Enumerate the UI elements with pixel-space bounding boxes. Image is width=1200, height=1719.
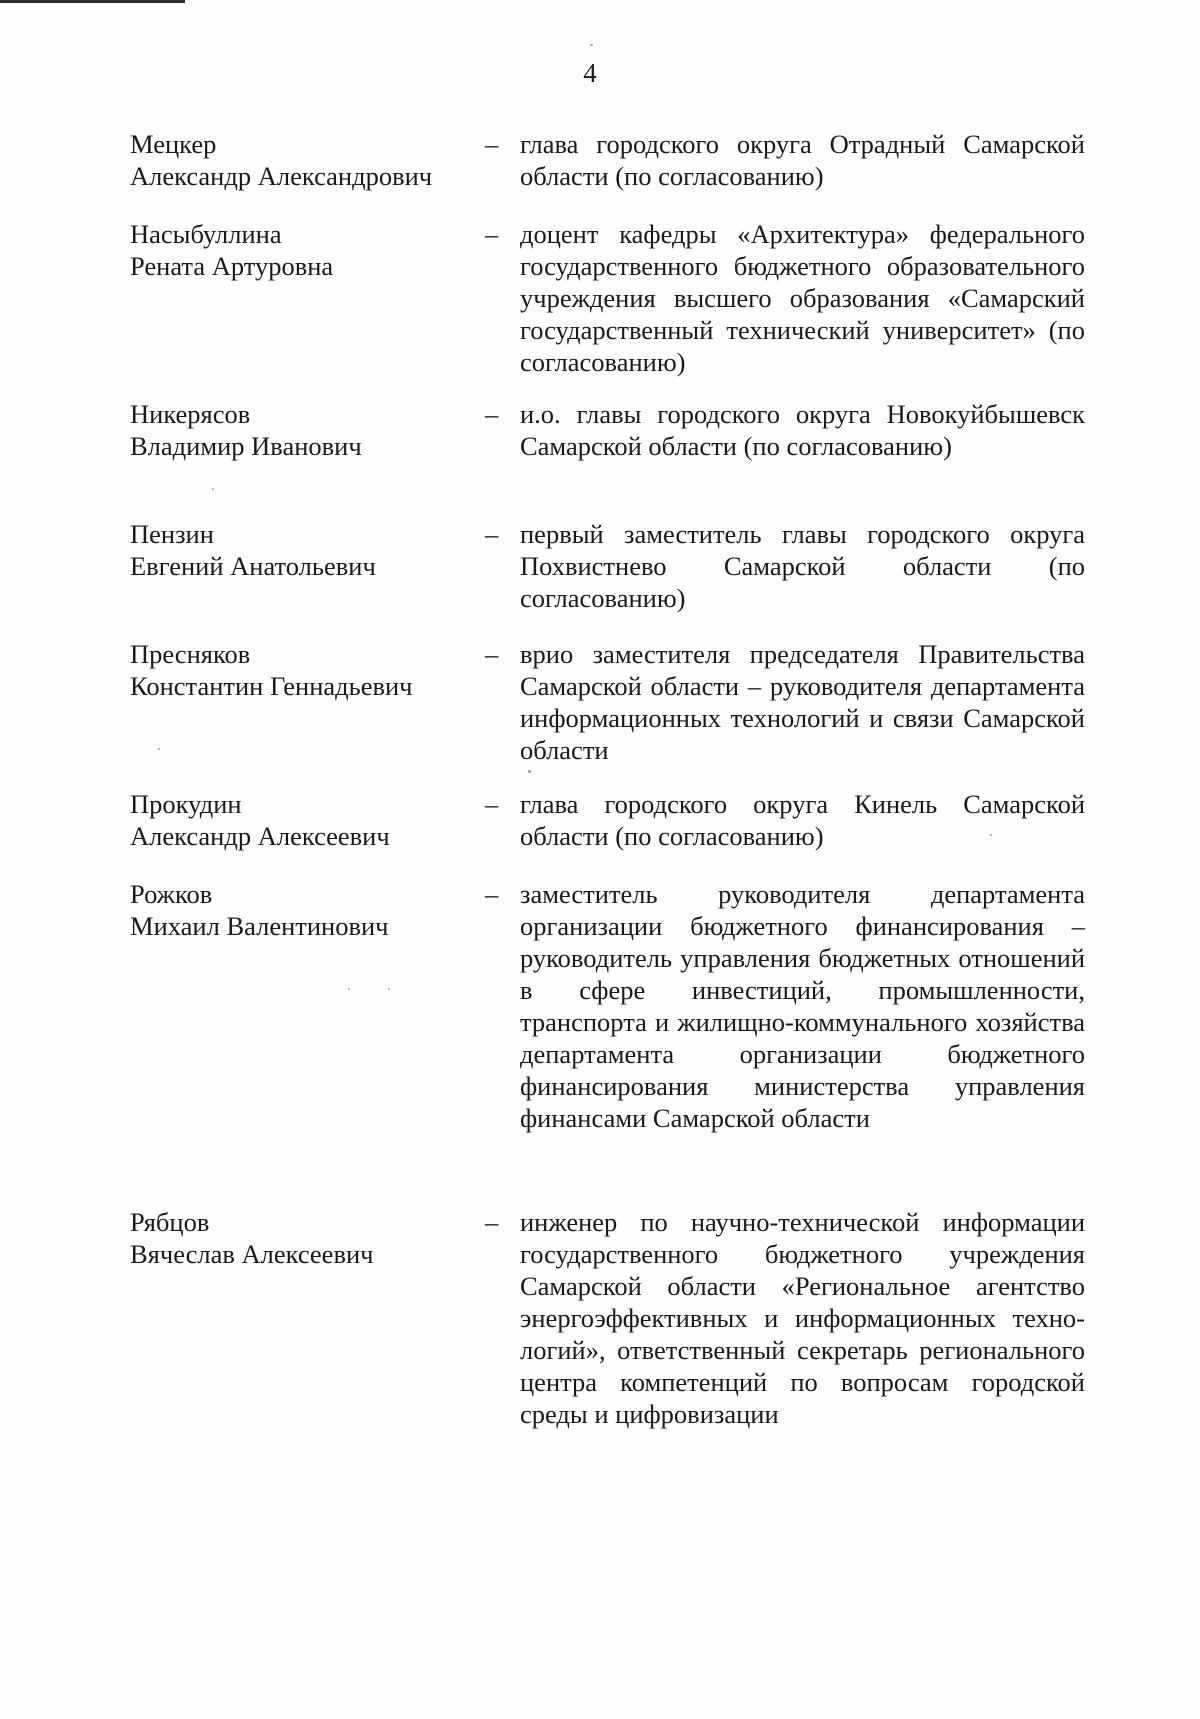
entry-dash: – [485, 639, 499, 669]
member-given-names: Вячеслав Алексеевич [130, 1239, 374, 1269]
member-surname: Рожков [130, 879, 213, 909]
member-position: инженер по научно-технической информации государственного бюджетного учреждения Самарской области «Региональное агентство энергоэффективных и информационных технологий», ответственный секретарь регионального центра компетенций по вопросам городской среды и цифровизации [520, 1207, 1085, 1429]
member-position: первый заместитель главы городского округа Похвистнево Самарской области (по согласованию) [520, 519, 1085, 613]
member-name [130, 218, 470, 282]
member-surname: Пресняков [130, 639, 251, 669]
scan-speck [590, 44, 593, 46]
entry-dash: – [485, 129, 499, 159]
entry-dash: – [485, 789, 499, 819]
member-name [130, 1206, 470, 1270]
scan-speck [528, 770, 531, 773]
scan-speck [388, 988, 390, 990]
member-surname: Никерясов [130, 399, 251, 429]
member-position: глава городского округа Кинель Самарской области (по согласованию) [520, 789, 1085, 851]
scan-speck [212, 488, 214, 490]
member-position: врио заместителя председателя Правительства Самарской области – руководителя департамента информационных технологий и связи Самарской области [520, 639, 1085, 765]
member-given-names: Константин Геннадьевич [130, 671, 413, 701]
member-name [130, 788, 470, 852]
scan-speck [158, 748, 160, 750]
member-surname: Рябцов [130, 1207, 210, 1237]
member-surname: Мецкер [130, 129, 217, 159]
member-name [130, 878, 470, 942]
entry-dash: – [485, 219, 499, 249]
member-given-names: Рената Артуровна [130, 251, 334, 281]
member-name [130, 518, 470, 582]
member-position: заместитель руководителя департамента организации бюджетного финансирования – руководитель управления бюджетных отношений в сфере инвестиций, промышленности, транспорта и жилищно-коммунального хозяйства департамента организации бюджетного финансирования министерства управления финансами Самарской области [520, 879, 1085, 1133]
member-given-names: Александр Алексеевич [130, 821, 390, 851]
entry-dash: – [485, 879, 499, 909]
member-position: и.о. главы городского округа Новокуйбышевск Самарской области (по согласованию) [520, 399, 1085, 461]
member-given-names: Владимир Иванович [130, 431, 362, 461]
member-position: доцент кафедры «Архитектура» федерального государственного бюджетного образовательного учреждения высшего образования «Самарский государственный технический университет» (по согласованию) [520, 219, 1085, 377]
member-position: глава городского округа Отрадный Самарской области (по согласованию) [520, 129, 1085, 191]
scan-speck [990, 834, 992, 836]
member-surname: Пензин [130, 519, 214, 549]
member-name [130, 398, 470, 462]
member-name [130, 638, 470, 702]
member-given-names: Евгений Анатольевич [130, 551, 376, 581]
entry-dash: – [485, 399, 499, 429]
entry-dash: – [485, 1207, 499, 1237]
entry-dash: – [485, 519, 499, 549]
member-surname: Насыбуллина [130, 219, 282, 249]
member-surname: Прокудин [130, 789, 242, 819]
top-edge-rule [0, 0, 185, 3]
member-given-names: Михаил Валентинович [130, 911, 389, 941]
scan-speck [348, 988, 350, 990]
member-given-names: Александр Александрович [130, 161, 433, 191]
page-number: 4 [583, 58, 597, 88]
member-name [130, 128, 470, 192]
